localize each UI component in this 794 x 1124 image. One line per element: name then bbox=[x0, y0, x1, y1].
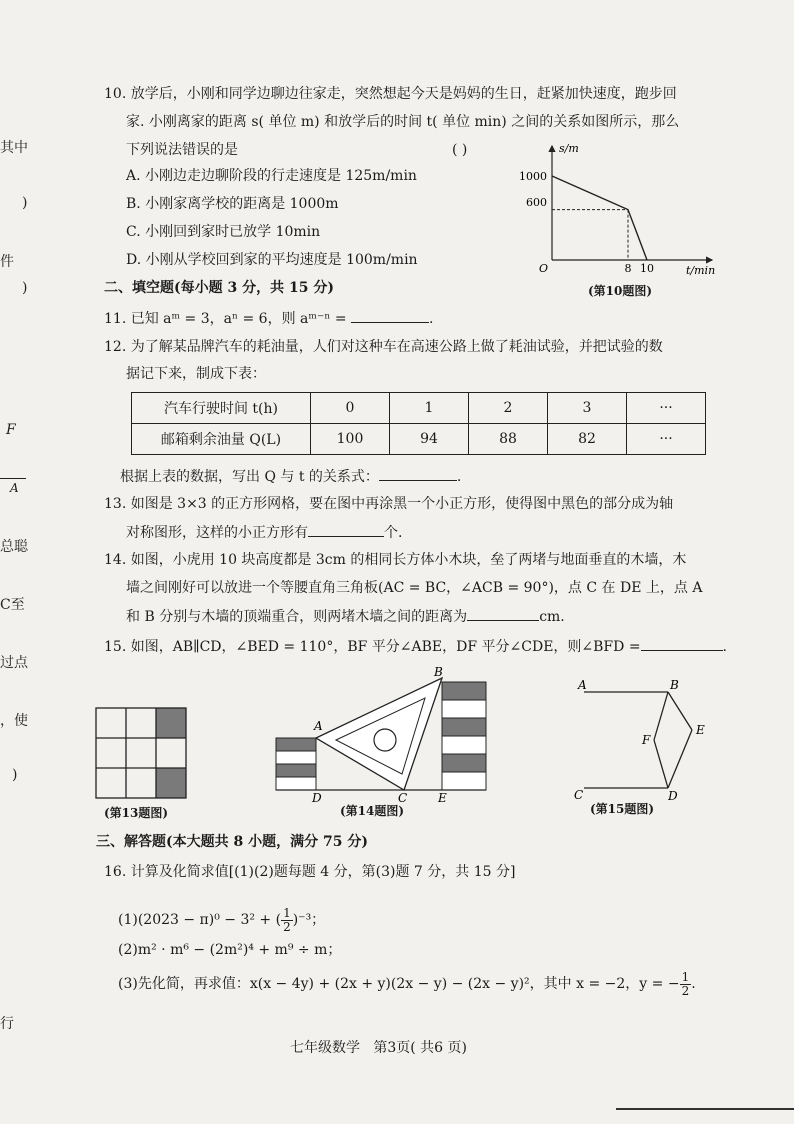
right-wall-block bbox=[442, 736, 486, 754]
q15-text: 15. 如图，AB∥CD，∠BED = 110°，BF 平分∠ABE，DF 平分∠CDE，则∠BFD = bbox=[104, 639, 641, 655]
table-cell: ··· bbox=[627, 393, 706, 424]
fraction-denominator: 2 bbox=[283, 919, 291, 934]
left-wall-block bbox=[276, 751, 316, 764]
q13-figure-caption: (第13题图) bbox=[104, 806, 169, 820]
q14-figure-caption: (第14题图) bbox=[340, 804, 405, 818]
q11-answer-blank[interactable] bbox=[351, 308, 429, 323]
table-cell: 汽车行驶时间 t(h) bbox=[132, 393, 311, 424]
margin-fragment: A bbox=[10, 481, 19, 495]
q16-part1-pre: (1)(2023 − π)⁰ − 3² + ( bbox=[118, 912, 282, 928]
q16-part3-post: . bbox=[691, 976, 696, 992]
grid-cell-shaded bbox=[156, 768, 186, 798]
q13-line2-text: 对称图形，这样的小正方形有 bbox=[126, 525, 308, 541]
q11-end: . bbox=[429, 311, 434, 327]
q10-option-b: B. 小刚家离学校的距离是 1000m bbox=[126, 196, 339, 212]
q16-part2: (2)m² · m⁶ − (2m²)⁴ + m⁹ ÷ m； bbox=[118, 942, 342, 958]
label-E: E bbox=[438, 791, 447, 804]
q14-end: cm. bbox=[539, 609, 565, 625]
right-wall-block bbox=[442, 718, 486, 736]
triangle-plate bbox=[316, 678, 442, 790]
label-D: D bbox=[668, 789, 678, 802]
q16-part1-post: )⁻³； bbox=[292, 912, 326, 928]
segment-FD bbox=[654, 740, 668, 788]
margin-fragment: 其中 bbox=[0, 140, 28, 156]
q12-after bbox=[120, 466, 461, 487]
q10-option-d: D. 小刚从学校回到家的平均速度是 100m/min bbox=[126, 252, 418, 268]
q15-answer-blank[interactable] bbox=[641, 636, 723, 651]
right-wall-block bbox=[442, 754, 486, 772]
q14-line3 bbox=[126, 606, 565, 627]
y-tick-label: 600 bbox=[526, 196, 547, 209]
label-B: B bbox=[434, 665, 443, 679]
q13-end: 个. bbox=[384, 525, 403, 541]
x-tick-label: 8 bbox=[624, 262, 632, 275]
segment-BF bbox=[654, 692, 668, 740]
grid-cell-shaded bbox=[156, 708, 186, 738]
q12-line1: 12. 为了解某品牌汽车的耗油量，人们对这种车在高速公路上做了耗油试验，并把试验的数 bbox=[104, 339, 663, 355]
q12-line2: 据记下来，制成下表： bbox=[126, 366, 266, 382]
q11-text bbox=[104, 308, 434, 329]
margin-fragment: 过点 bbox=[0, 655, 28, 671]
table-row bbox=[132, 393, 706, 424]
q10-line3: 下列说法错误的是 bbox=[126, 142, 238, 158]
right-wall-block bbox=[442, 682, 486, 700]
y-tick-label: 1000 bbox=[519, 170, 547, 183]
x-tick-label: 10 bbox=[640, 262, 654, 275]
label-E: E bbox=[696, 723, 705, 737]
label-B: B bbox=[670, 678, 679, 692]
q14-line2: 墙之间刚好可以放进一个等腰直角三角板(AC = BC，∠ACB = 90°)，点 C 在 DE 上，点 A bbox=[126, 580, 703, 596]
label-C: C bbox=[574, 788, 584, 802]
q16-title: 16. 计算及化简求值[(1)(2)题每题 4 分，第(3)题 7 分，共 15 分] bbox=[104, 864, 516, 880]
table-cell: 0 bbox=[311, 393, 390, 424]
q12-end: . bbox=[456, 469, 462, 485]
q14-wall-figure bbox=[272, 664, 490, 804]
y-axis-label: s/m bbox=[559, 142, 579, 155]
q10-line1: 10. 放学后，小刚和同学边聊边往家走，突然想起今天是妈妈的生日，赶紧加快速度，跑步回 bbox=[104, 86, 677, 102]
table-cell: 邮箱剩余油量 Q(L) bbox=[132, 424, 311, 455]
table-cell: 3 bbox=[548, 393, 627, 424]
margin-rule bbox=[0, 478, 26, 479]
q15-line bbox=[104, 636, 727, 657]
left-wall-block bbox=[276, 738, 316, 751]
distance-series-line bbox=[552, 176, 647, 260]
table-cell: ··· bbox=[627, 424, 706, 455]
q13-grid-figure bbox=[94, 706, 190, 802]
q13-answer-blank[interactable] bbox=[308, 522, 384, 537]
table-cell: 1 bbox=[390, 393, 469, 424]
q14-answer-blank[interactable] bbox=[467, 606, 539, 621]
table-cell: 88 bbox=[469, 424, 548, 455]
margin-fragment: ，使 bbox=[0, 713, 28, 729]
fraction-denominator: 2 bbox=[681, 983, 690, 998]
q12-answer-blank[interactable] bbox=[379, 466, 457, 481]
margin-fragment: 总聪 bbox=[0, 539, 28, 555]
q13-line1: 13. 如图是 3×3 的正方形网格，要在图中再涂黑一个小正方形，使得图中黑色的部分成为轴 bbox=[104, 496, 674, 512]
left-wall-block bbox=[276, 764, 316, 777]
q10-option-a: A. 小刚边走边聊阶段的行走速度是 125m/min bbox=[126, 168, 417, 184]
q10-distance-time-chart bbox=[512, 138, 722, 280]
q15-figure-caption: (第15题图) bbox=[590, 802, 655, 816]
margin-fragment: ) bbox=[22, 280, 28, 296]
label-F: F bbox=[642, 733, 651, 747]
table-cell: 94 bbox=[390, 424, 469, 455]
margin-fragment: F bbox=[6, 422, 16, 438]
left-wall-block bbox=[276, 777, 316, 790]
q10-answer-paren: ( ) bbox=[452, 142, 468, 158]
fraction-half bbox=[281, 907, 293, 934]
origin-label: O bbox=[539, 262, 549, 275]
q11-question: 11. 已知 aᵐ = 3，aⁿ = 6，则 aᵐ⁻ⁿ = bbox=[104, 311, 352, 327]
margin-fragment: 件 bbox=[0, 254, 14, 270]
q14-line3-text: 和 B 分别与木墙的顶端重合，则两堵木墙之间的距离为 bbox=[126, 609, 468, 625]
table-cell: 82 bbox=[548, 424, 627, 455]
q15-figure bbox=[572, 678, 722, 802]
section-2-heading: 二、填空题(每小题 3 分，共 15 分) bbox=[104, 280, 334, 296]
margin-fragment: ) bbox=[12, 767, 18, 783]
segment-ED bbox=[668, 730, 692, 788]
x-axis-label: t/min bbox=[686, 264, 716, 277]
q16-part3-pre: (3)先化简，再求值：x(x − 4y) + (2x + y)(2x − y) − (2x − y)²，其中 x = −2，y = − bbox=[118, 976, 680, 992]
fraction-numerator: 1 bbox=[681, 969, 690, 984]
table-cell: 2 bbox=[469, 393, 548, 424]
label-A: A bbox=[314, 719, 323, 733]
margin-fragment: C至 bbox=[0, 597, 25, 613]
q14-line1: 14. 如图，小虎用 10 块高度都是 3cm 的相同长方体小木块，垒了两堵与地面垂直的木墙，木 bbox=[104, 552, 687, 568]
table-cell: 100 bbox=[311, 424, 390, 455]
right-wall-block bbox=[442, 772, 486, 790]
section-3-heading: 三、解答题(本大题共 8 小题，满分 75 分) bbox=[96, 834, 368, 850]
q15-end: . bbox=[722, 639, 727, 655]
margin-fragment: ) bbox=[22, 195, 28, 211]
right-wall-block bbox=[442, 700, 486, 718]
page-bottom-rule bbox=[616, 1108, 794, 1110]
table-row bbox=[132, 424, 706, 455]
q10-figure-caption: (第10题图) bbox=[588, 284, 653, 298]
page-footer: 七年级数学 第3页( 共6 页) bbox=[290, 1040, 467, 1056]
q10-line2: 家. 小刚离家的距离 s( 单位 m) 和放学后的时间 t( 单位 min) 之间的关系如图所示，那么 bbox=[126, 114, 680, 130]
margin-fragment: 行 bbox=[0, 1016, 14, 1032]
label-C: C bbox=[398, 791, 408, 804]
q13-line2 bbox=[126, 522, 402, 543]
q12-after-text: 根据上表的数据，写出 Q 与 t 的关系式： bbox=[120, 469, 379, 485]
q16-part3 bbox=[118, 966, 696, 1002]
label-D: D bbox=[312, 791, 322, 804]
segment-BE bbox=[668, 692, 692, 730]
label-A: A bbox=[578, 678, 587, 692]
fraction-half bbox=[680, 971, 692, 998]
fuel-table bbox=[131, 392, 706, 455]
q10-option-c: C. 小刚回到家时已放学 10min bbox=[126, 224, 321, 240]
fraction-numerator: 1 bbox=[283, 905, 291, 920]
q16-part1 bbox=[118, 902, 325, 938]
